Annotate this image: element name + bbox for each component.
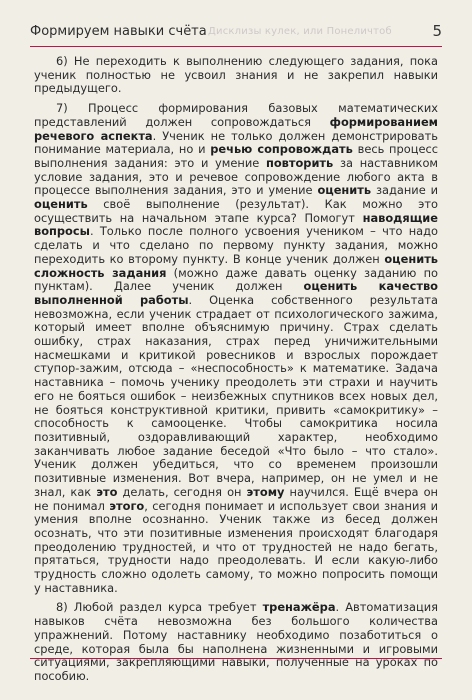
paragraph-8 [34, 601, 438, 683]
body-text: 7) Процесс формирования базовых математических представлений должен сопровождаться [34, 101, 438, 129]
emphasis-text: оценить [317, 183, 372, 198]
emphasis-text: этому [246, 484, 285, 499]
emphasis-text: тренажёра [262, 600, 336, 615]
body-text: 8) Любой раздел курса требует [56, 600, 263, 615]
emphasis-text: оценить качество выполненной работы [34, 279, 439, 307]
running-title: Формируем навыки счёта [30, 24, 207, 39]
paragraph-7 [34, 102, 438, 595]
body-text: . Автоматизация навыков счёта невозможна без большого количества упражнений. Потому наставнику необходимо позаботиться о среде, которая была бы наполнена жизненными и игровыми ситуациями, закрепляющими навыки, полученные на уроках по пособию. [34, 600, 439, 683]
emphasis-text: речью сопровождать [210, 142, 353, 157]
page-body [34, 55, 438, 690]
body-text: . Только после полного усвоения учеником – что надо сделать и что сделано по первому пункту задания, можно переходить ко второму пункту. В конце ученик должен [34, 224, 438, 266]
body-text: за наставником условие задания, это и речевое сопровождение любого акта в процессе выполнения задания, это и умение [34, 155, 438, 198]
emphasis-text: это [96, 484, 118, 499]
emphasis-text: наводящие вопросы [34, 210, 438, 239]
body-text: 6) Не переходить к выполнению следующего задания, пока ученик полностью не усвоил знания и не закрепил навыки предыдущего. [34, 54, 438, 96]
body-text: задание и [371, 183, 438, 198]
header-rule [30, 46, 442, 47]
body-text: (можно даже давать оценку заданию по пунктам). Далее ученик должен [34, 265, 438, 294]
body-text: научился. Ещё вчера он не понимал [34, 484, 438, 513]
body-text: . Ученик не только должен демонстрировать понимание материала, но и [34, 128, 438, 157]
body-text: . Оценка собственного результата невозможна, если ученик страдает от психологического зажима, который имеет вполне объяснимую причину. Страх сделать ошибку, страх наказания, страх перед уничижительными насмешками и критикой ровесников и взрослых порождает ступор-зажим, отсюда – «неспособность» к математике. Задача наставника – помочь ученику преодолеть эти страхи и научить его не бояться ошибок – неизбежных спутников всех новых дел, не бояться конструктивной критики, привить «самокритику» – способность к самооценке. Чтобы самокритика носила позитивный, оздоравливающий характер, необходимо заканчивать любое задание беседой «Что было – что стало». Ученик должен убедиться, что со временем произошли позитивные изменения. Вот вчера, например, он не умел и не знал, как [34, 292, 438, 499]
paragraph-6 [34, 55, 438, 96]
emphasis-text: этого [109, 498, 145, 513]
page-number: 5 [432, 22, 442, 40]
emphasis-text: формированием речевого аспекта [34, 114, 438, 143]
body-text: делать, сегодня он [117, 484, 247, 499]
emphasis-text: оценить сложность задания [34, 251, 438, 280]
bleed-through-text: Дисклизы кулек, или Понеличтоб [208, 26, 392, 37]
emphasis-text: оценить [34, 197, 88, 212]
emphasis-text: повторить [265, 155, 334, 170]
page-header [30, 14, 442, 44]
body-text: весь процесс выполнения задания: это и умение [34, 142, 438, 170]
body-text: , сегодня понимает и использует свои знания и умения вполне осознанно. Ученик также из бесед должен осознать, что эти позитивные изменения происходят благодаря преодолению трудностей, и что от трудностей не надо бегать, прятаться, трудности надо преодолевать. И если какую-либо трудность сложно одолеть самому, то можно попросить помощи у наставника. [34, 498, 438, 595]
body-text: своё выполнение (результат). Как можно это осуществить на начальном этапе курса? Помогут [34, 197, 438, 225]
footer-rule [30, 658, 442, 659]
